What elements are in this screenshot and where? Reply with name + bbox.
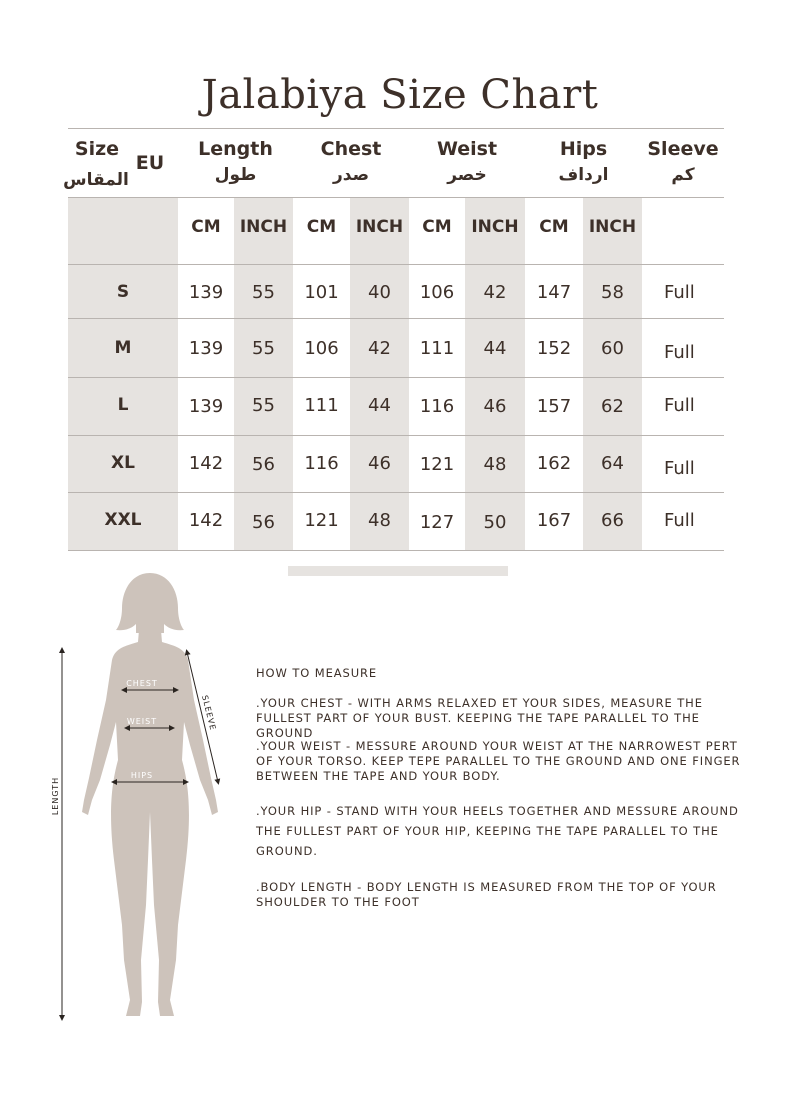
body-figure	[40, 566, 240, 1036]
header-size-ar: المقاس	[63, 170, 129, 190]
header-eu: EU	[135, 152, 165, 174]
sleeve-value: Full	[664, 394, 695, 416]
how-to-measure-heading: HOW TO MEASURE	[256, 666, 378, 680]
header-sleeve-ar: كم	[671, 165, 695, 185]
measure-hip-text: .YOUR HIP - STAND WITH YOUR HEELS TOGETHER AND MESSURE AROUND THE FULLEST PART OF YOUR HIP, KEEPING THE TAPE PARALLEL TO THE GROUND.	[256, 804, 739, 858]
sleeve-value: Full	[664, 281, 695, 303]
weist-inch-shade	[465, 197, 525, 550]
unit-cm: CM	[422, 217, 452, 237]
weist-inch: 46	[483, 395, 507, 417]
header-size: Size	[74, 138, 120, 160]
chest-cm: 121	[304, 509, 339, 531]
table-rule	[68, 318, 724, 319]
chest-cm: 116	[304, 452, 339, 474]
header-length: Length	[198, 138, 273, 160]
table-rule	[68, 377, 724, 378]
weist-inch: 42	[483, 281, 507, 303]
page-title: Jalabiya Size Chart	[201, 72, 599, 118]
chest-cm: 101	[304, 281, 339, 303]
length-inch: 56	[252, 511, 275, 533]
chest-inch: 48	[368, 509, 391, 531]
body-silhouette	[82, 573, 218, 1016]
length-inch: 55	[252, 281, 275, 303]
chest-cm: 106	[304, 337, 339, 359]
table-rule	[68, 550, 724, 551]
header-hips: Hips	[559, 138, 608, 160]
unit-inch: INCH	[355, 217, 404, 237]
chest-inch: 42	[368, 337, 391, 359]
table-rule	[68, 197, 724, 198]
weist-cm: 121	[419, 453, 455, 475]
title-divider	[68, 128, 724, 129]
chest-label: CHEST	[126, 679, 158, 688]
length-cm: 142	[188, 452, 224, 474]
header-weist-ar: خصر	[447, 165, 487, 185]
measure-chest-text: .YOUR CHEST - WITH ARMS RELAXED ET YOUR SIDES, MEASURE THE FULLEST PART OF YOUR BUST. KEEPING THE TAPE PARALLEL TO THE GROUND	[256, 696, 703, 740]
row-size: S	[116, 282, 130, 302]
weist-cm: 116	[419, 395, 455, 417]
unit-inch: INCH	[588, 217, 637, 237]
row-size: XXL	[104, 510, 142, 530]
unit-cm: CM	[191, 217, 221, 237]
unit-inch: INCH	[239, 217, 288, 237]
length-cm: 139	[188, 395, 224, 417]
length-inch: 56	[252, 453, 275, 475]
weist-inch: 44	[483, 337, 507, 359]
measure-weist-text: .YOUR WEIST - MESSURE AROUND YOUR WEIST AT THE NARROWEST PERT OF YOUR TORSO. KEEP TEPE PARALLEL TO THE GROUND AND ONE FINGER BETWEEN THE TAPE AND YOUR BODY.	[256, 739, 741, 783]
hips-inch: 64	[601, 452, 624, 474]
length-inch: 55	[252, 337, 275, 359]
hips-inch: 60	[601, 337, 624, 359]
chest-inch: 40	[368, 281, 391, 303]
length-cm: 142	[188, 509, 224, 531]
length-label: LENGTH	[51, 776, 60, 816]
hips-cm: 147	[536, 281, 572, 303]
weist-cm: 111	[419, 337, 455, 359]
chest-cm: 111	[304, 394, 339, 416]
table-rule	[68, 264, 724, 265]
chest-inch-shade	[350, 197, 409, 550]
header-sleeve: Sleeve	[647, 138, 719, 160]
hips-inch-shade	[583, 197, 642, 550]
unit-cm: CM	[306, 217, 337, 237]
sleeve-label: SLEEVE	[200, 694, 218, 732]
sleeve-value: Full	[664, 457, 695, 479]
sleeve-value: Full	[664, 341, 695, 363]
hips-cm: 167	[536, 509, 572, 531]
hips-cm: 157	[536, 395, 572, 417]
sleeve-value: Full	[664, 509, 695, 531]
header-length-ar: طول	[214, 165, 257, 185]
weist-label: WEIST	[126, 717, 158, 726]
table-rule	[68, 435, 724, 436]
size-column-shade	[68, 197, 178, 550]
header-hips-ar: ارداف	[558, 165, 609, 185]
row-size: XL	[111, 453, 135, 473]
decorative-bar	[288, 566, 508, 576]
unit-cm: CM	[539, 217, 569, 237]
weist-inch: 50	[483, 511, 507, 533]
hips-label: HIPS	[130, 771, 154, 780]
hips-inch: 62	[601, 395, 624, 417]
row-size: M	[114, 338, 132, 358]
hips-inch: 66	[601, 509, 624, 531]
header-weist: Weist	[436, 138, 498, 160]
hips-cm: 162	[536, 452, 572, 474]
table-rule	[68, 492, 724, 493]
hips-inch: 58	[601, 281, 624, 303]
chest-inch: 46	[368, 452, 391, 474]
weist-cm: 106	[419, 281, 455, 303]
header-chest-ar: صدر	[332, 165, 370, 185]
weist-cm: 127	[419, 511, 455, 533]
measure-length-text: .BODY LENGTH - BODY LENGTH IS MEASURED FROM THE TOP OF YOUR SHOULDER TO THE FOOT	[256, 880, 717, 909]
weist-inch: 48	[483, 453, 507, 475]
header-chest: Chest	[320, 138, 382, 160]
length-inch: 55	[252, 394, 275, 416]
unit-inch: INCH	[471, 217, 519, 237]
hips-cm: 152	[536, 337, 572, 359]
chest-inch: 44	[368, 394, 391, 416]
row-size: L	[117, 395, 129, 415]
length-cm: 139	[188, 281, 224, 303]
length-cm: 139	[188, 337, 224, 359]
length-inch-shade	[234, 197, 293, 550]
